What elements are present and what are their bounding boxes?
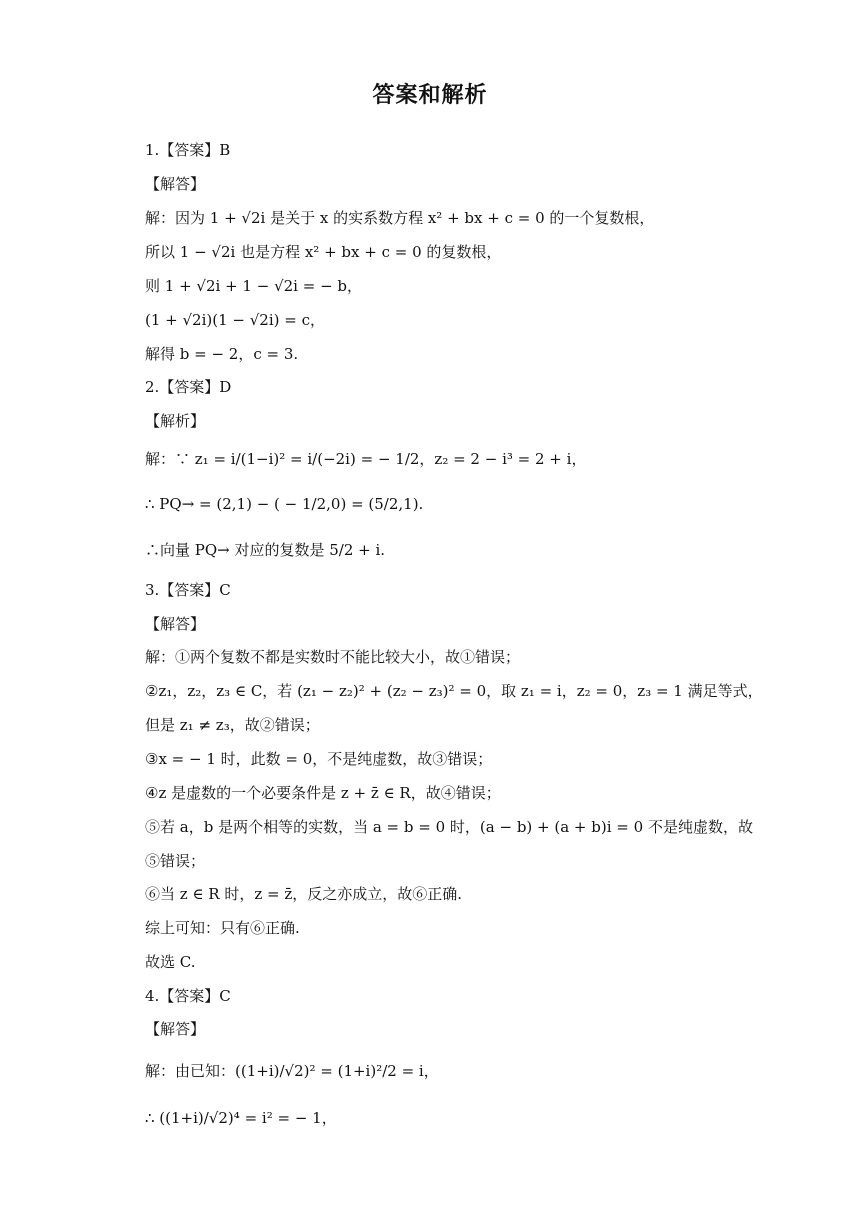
q2-analysis-heading: 【解析】 (145, 412, 206, 430)
q3-answer: 3.【答案】C (145, 581, 231, 599)
q2-line-3: ∴向量 PQ→ 对应的复数是 5/2 + i. (145, 541, 386, 559)
q4-solution-heading: 【解答】 (145, 1020, 206, 1038)
q1-line-4: (1 + √2i)(1 − √2i) = c， (145, 311, 326, 329)
q3-line-2: ②z₁，z₂，z₃ ∈ C，若 (z₁ − z₂)² + (z₂ − z₃)² = 0，取 z₁ = i，z₂ = 0，z₃ = 1 满足等式， (145, 682, 763, 700)
q3-solution-heading: 【解答】 (145, 615, 206, 633)
q1-line-3: 则 1 + √2i + 1 − √2i = − b， (145, 277, 363, 295)
q3-line-9: 综上可知：只有⑥正确. (145, 919, 300, 937)
q1-solution-heading: 【解答】 (145, 175, 206, 193)
q3-line-8: ⑥当 z ∈ R 时，z = z̄，反之亦成立，故⑥正确. (145, 885, 463, 903)
q2-answer: 2.【答案】D (145, 378, 232, 396)
q2-line-2: ∴ PQ→ = (2,1) − ( − 1/2,0) = (5/2,1). (145, 495, 424, 513)
q3-line-4: ③x = − 1 时，此数 = 0，不是纯虚数，故③错误； (145, 750, 493, 768)
q4-line-1: 解：由已知：((1+i)/√2)² = (1+i)²/2 = i， (145, 1062, 439, 1080)
q3-line-6: ⑤若 a，b 是两个相等的实数，当 a = b = 0 时，(a − b) + (a + b)i = 0 不是纯虚数，故 (145, 818, 753, 836)
page-title: 答案和解析 (372, 83, 488, 108)
q3-line-1: 解：①两个复数不都是实数时不能比较大小，故①错误； (145, 648, 521, 666)
q1-line-5: 解得 b = − 2，c = 3. (145, 345, 299, 363)
q3-line-7: ⑤错误； (145, 852, 206, 870)
q3-line-10: 故选 C. (145, 953, 196, 971)
q4-line-2: ∴ ((1+i)/√2)⁴ = i² = − 1， (145, 1109, 337, 1127)
q4-answer: 4.【答案】C (145, 987, 231, 1005)
q1-answer: 1.【答案】B (145, 141, 231, 159)
q3-line-5: ④z 是虚数的一个必要条件是 z + z̄ ∈ R，故④错误； (145, 784, 501, 802)
q1-line-2: 所以 1 − √2i 也是方程 x² + bx + c = 0 的复数根， (145, 243, 502, 261)
q1-line-1: 解：因为 1 + √2i 是关于 x 的实系数方程 x² + bx + c = 0 的一个复数根， (145, 209, 655, 227)
q2-line-1: 解：∵ z₁ = i/(1−i)² = i/(−2i) = − 1/2，z₂ = 2 − i³ = 2 + i， (145, 450, 587, 468)
q3-line-3: 但是 z₁ ≠ z₃，故②错误； (145, 716, 320, 734)
